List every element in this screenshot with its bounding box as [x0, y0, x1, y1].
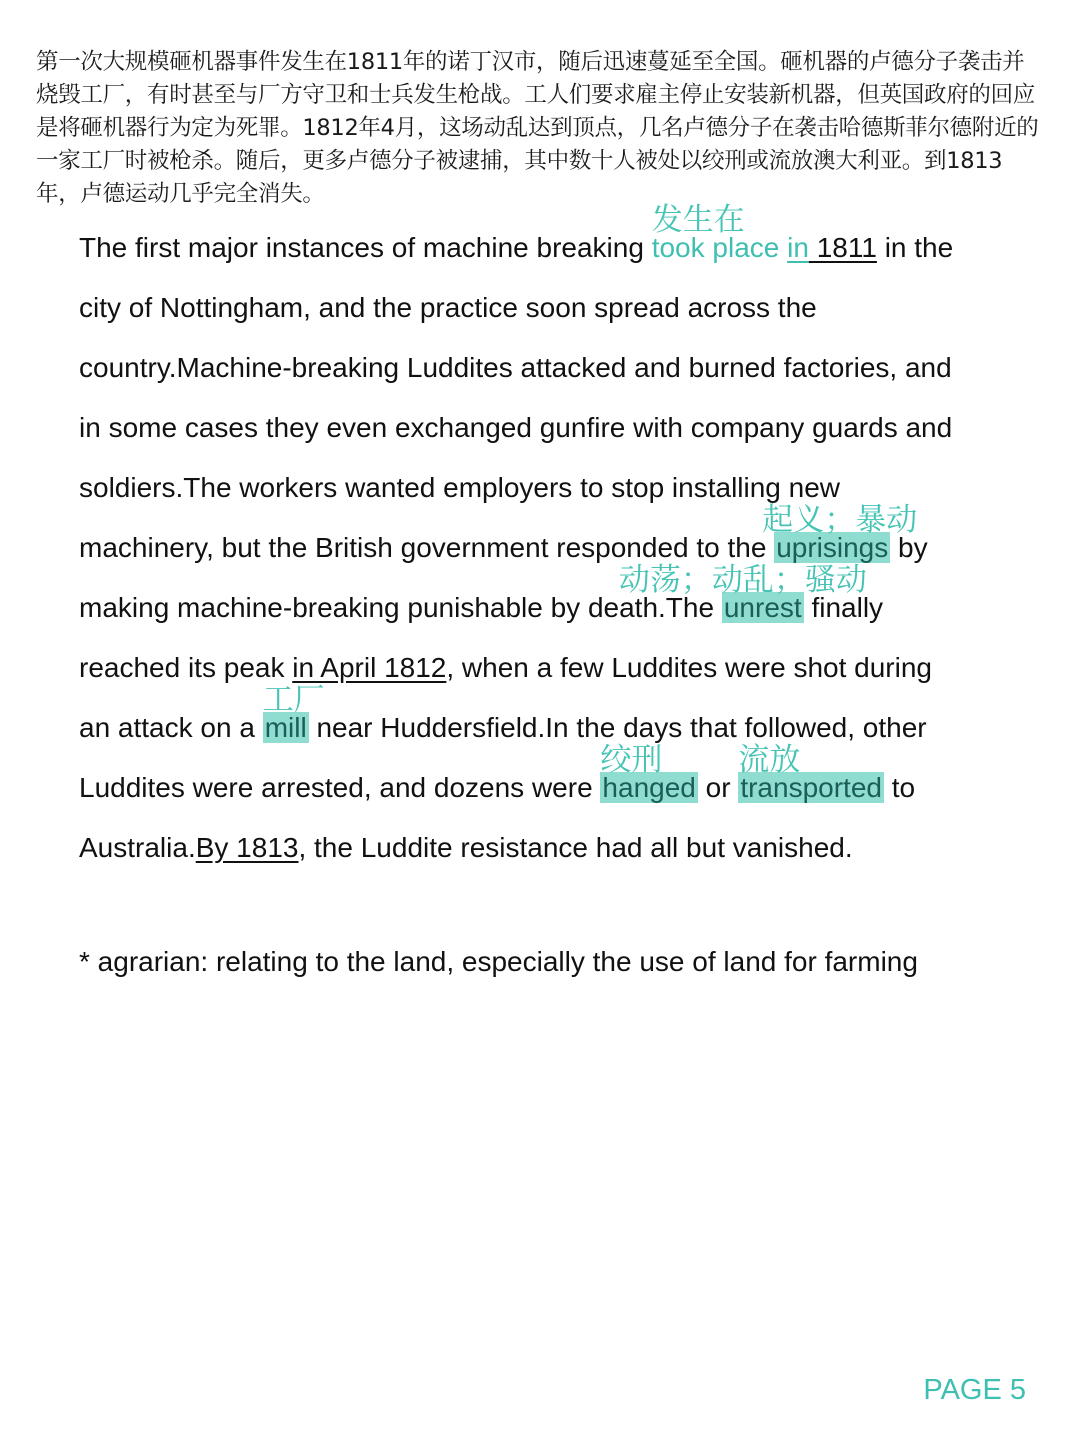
- text-segment: Australia.: [79, 832, 196, 863]
- text-segment: or: [697, 772, 739, 803]
- passage-line: [79, 502, 1069, 586]
- text-segment: Luddites were arrested, and dozens were: [79, 772, 601, 803]
- english-passage: [79, 202, 1069, 886]
- translation-note: 流放: [738, 742, 801, 778]
- text-segment: , when a few Luddites were shot during: [446, 652, 932, 683]
- translation-note: 发生在: [651, 202, 745, 238]
- text-segment: near Huddersfield.In the days that followed, other: [308, 712, 927, 743]
- translation-note: 绞刑: [600, 742, 663, 778]
- text-segment: , the Luddite resistance had all but vanished.: [298, 832, 853, 863]
- passage-line: [79, 406, 1069, 466]
- text-segment: country.Machine-breaking Luddites attacked and burned factories, and: [79, 352, 952, 383]
- page-number: PAGE 5: [923, 1374, 1026, 1406]
- passage-line: [79, 202, 1069, 286]
- text-segment: by: [890, 532, 928, 563]
- translation-note: 工厂: [262, 682, 325, 718]
- text-segment: machinery, but the British government responded to the: [79, 532, 775, 563]
- chinese-translation: 第一次大规模砸机器事件发生在1811年的诺丁汉市，随后迅速蔓延至全国。砸机器的卢德分子袭击并烧毁工厂，有时甚至与厂方守卫和士兵发生枪战。工人们要求雇主停止安装新机器，但英国政府的回应是将砸机器行为定为死罪。1812年4月，这场动乱达到顶点，几名卢德分子在袭击哈德斯菲尔德附近的一家工厂时被枪杀。随后，更多卢德分子被逮捕，其中数十人被处以绞刑或流放澳大利亚。到1813年，卢德运动几乎完全消失。: [36, 49, 1039, 207]
- text-segment: soldiers.The workers wanted employers to stop installing new: [79, 472, 841, 503]
- highlighted-word[interactable]: transported 流放: [738, 742, 882, 803]
- highlighted-word[interactable]: unrest 动荡；动乱；骚动: [618, 562, 867, 623]
- highlighted-word[interactable]: hanged 绞刑: [600, 742, 696, 803]
- highlighted-word[interactable]: mill 工厂: [262, 682, 325, 743]
- highlighted-word[interactable]: uprisings 起义；暴动: [762, 502, 918, 563]
- translation-note: 起义；暴动: [762, 502, 918, 538]
- passage-line: [79, 466, 1069, 526]
- text-segment: an attack on a: [79, 712, 263, 743]
- text-segment: finally: [803, 592, 884, 623]
- annotated-phrase[interactable]: took place 发生在: [651, 202, 788, 263]
- passage-line: [79, 742, 1069, 826]
- text-segment: reached its peak: [79, 652, 293, 683]
- text-segment: The first major instances of machine breaking: [79, 232, 652, 263]
- text-segment: city of Nottingham, and the practice soon spread across the: [79, 292, 817, 323]
- text-segment: in the: [876, 232, 954, 263]
- text-segment: in: [787, 232, 809, 263]
- text-segment: 1811: [808, 232, 877, 263]
- text-segment: in April 1812: [292, 652, 447, 683]
- passage-line: [79, 826, 1069, 886]
- footnote: * agrarian: relating to the land, especially the use of land for farming: [79, 946, 918, 977]
- passage-line: [79, 346, 1069, 406]
- translation-note: 动荡；动乱；骚动: [618, 562, 867, 598]
- text-segment: By 1813: [195, 832, 299, 863]
- text-segment: making machine-breaking punishable by death.The: [79, 592, 722, 623]
- passage-line: [79, 646, 1069, 706]
- passage-line: [79, 562, 1069, 646]
- passage-line: [79, 682, 1069, 766]
- passage-line: [79, 286, 1069, 346]
- text-segment: in some cases they even exchanged gunfire with company guards and: [79, 412, 953, 443]
- text-segment: to: [883, 772, 916, 803]
